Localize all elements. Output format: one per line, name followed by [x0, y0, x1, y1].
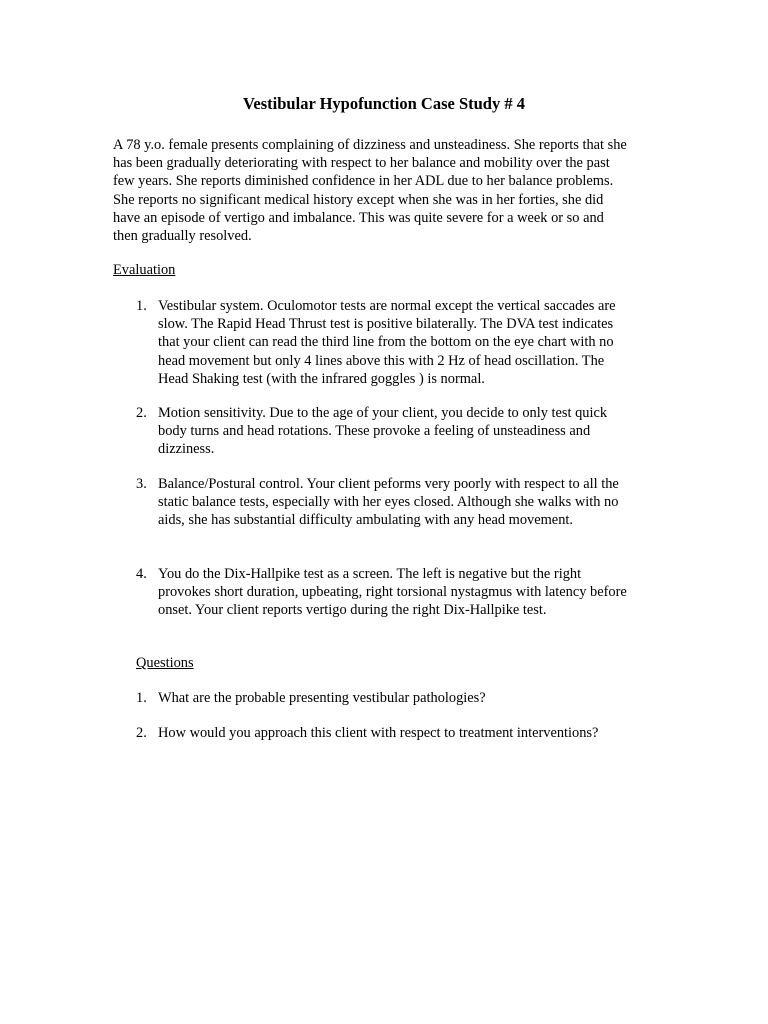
evaluation-item-text: Balance/Postural control. Your client peforms very poorly with respect to all the static balance tests, especially with her eyes closed. Although she walks with no aids, she has substantial difficulty ambulating with any head movement. — [158, 476, 619, 529]
question-item-text: How would you approach this client with respect to treatment interventions? — [158, 725, 599, 741]
evaluation-item-number: 4. — [136, 566, 147, 582]
question-item-text: What are the probable presenting vestibular pathologies? — [158, 690, 486, 706]
evaluation-heading: Evaluation — [113, 262, 176, 278]
questions-heading: Questions — [136, 655, 194, 671]
evaluation-item-number: 3. — [136, 476, 147, 492]
evaluation-item-text: Vestibular system. Oculomotor tests are normal except the vertical saccades are slow. The Rapid Head Thrust test is positive bilaterally. The DVA test indicates that your client can read the third line from the bottom on the eye chart with no head movement but only 4 lines above this with 2 Hz of head oscillation. The Head Shaking test (with the infrared goggles ) is normal. — [158, 298, 616, 387]
evaluation-item-text: Motion sensitivity. Due to the age of your client, you decide to only test quick body turns and head rotations. These provoke a feeling of unsteadiness and dizziness. — [158, 405, 608, 458]
case-intro-paragraph: A 78 y.o. female presents complaining of dizziness and unsteadiness. She reports that she has been gradually deteriorating with respect to her balance and mobility over the past few years. She reports diminished confidence in her ADL due to her balance problems. She reports no significant medical history except when she was in her forties, she did have an episode of vertigo and imbalance. This was quite severe for a week or so and then gradually resolved. — [113, 137, 627, 245]
evaluation-item-number: 1. — [136, 298, 147, 314]
question-item-number: 1. — [136, 690, 147, 706]
question-item-number: 2. — [136, 725, 147, 741]
evaluation-item-text: You do the Dix-Hallpike test as a screen. The left is negative but the right provokes short duration, upbeating, right torsional nystagmus with latency before onset. Your client reports vertigo during the right Dix-Hallpike test. — [158, 566, 627, 619]
document-title: Vestibular Hypofunction Case Study # 4 — [243, 94, 525, 113]
evaluation-item-number: 2. — [136, 405, 147, 421]
